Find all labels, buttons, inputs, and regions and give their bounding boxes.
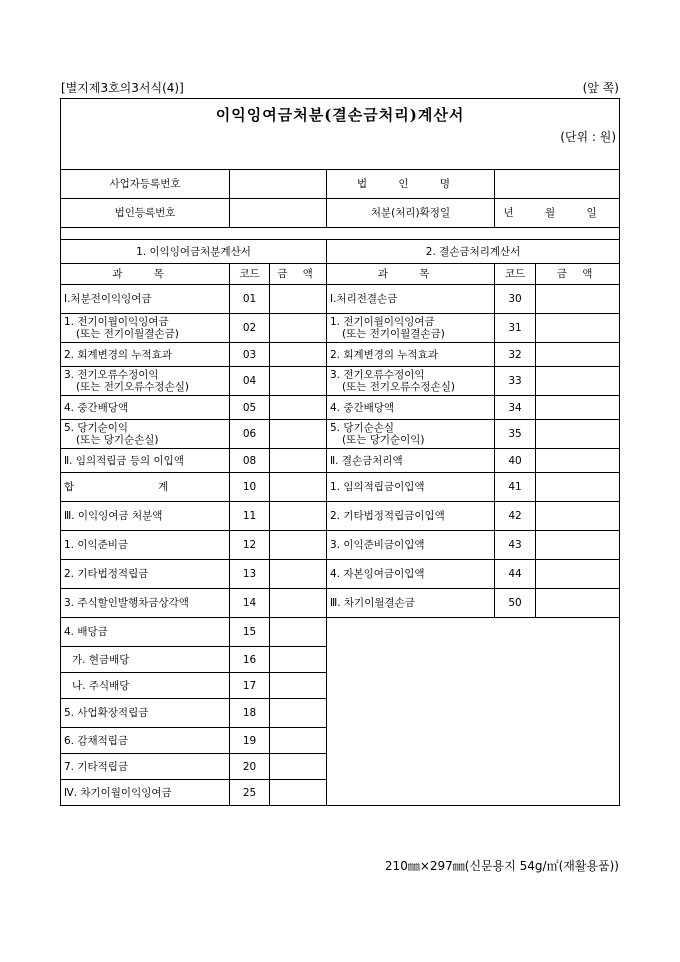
- table-row: [61, 314, 620, 343]
- spacer-row: [61, 228, 620, 240]
- right-amount-field-7[interactable]: [536, 473, 620, 502]
- right-item-4: [327, 396, 495, 420]
- left-item-1: [61, 314, 230, 343]
- left-amount-field-6[interactable]: [270, 449, 327, 473]
- col-amount-right: 금 액: [536, 264, 620, 285]
- page-side: (앞 쪽): [582, 81, 619, 95]
- left-item-13: [61, 647, 230, 673]
- left-item-0: [61, 285, 230, 314]
- corp-reg-field[interactable]: [230, 199, 327, 228]
- left-code-17: 20: [230, 754, 270, 780]
- left-item-sublabel: (또는 전기이월결손금): [76, 328, 179, 340]
- right-amount-field-5[interactable]: [536, 420, 620, 449]
- table-row: [61, 367, 620, 396]
- left-code-14: 17: [230, 673, 270, 699]
- right-amount-field-3[interactable]: [536, 367, 620, 396]
- right-amount-field-9[interactable]: [536, 531, 620, 560]
- right-item-11: [327, 589, 495, 618]
- title-cell: [61, 99, 620, 170]
- left-code-2: 03: [230, 343, 270, 367]
- left-amount-field-18[interactable]: [270, 780, 327, 806]
- right-item-sublabel: (또는 전기이월결손금): [342, 328, 445, 340]
- right-amount-field-8[interactable]: [536, 502, 620, 531]
- left-code-4: 05: [230, 396, 270, 420]
- right-code-5: 35: [495, 420, 536, 449]
- left-amount-field-16[interactable]: [270, 728, 327, 754]
- right-item-2: [327, 343, 495, 367]
- left-amount-field-13[interactable]: [270, 647, 327, 673]
- unit-label: (단위 : 원): [560, 130, 617, 144]
- left-item-label: 6. 감채적립금: [64, 734, 129, 747]
- left-amount-field-8[interactable]: [270, 502, 327, 531]
- left-code-3: 04: [230, 367, 270, 396]
- right-item-label: 4. 중간배당액: [330, 401, 395, 414]
- left-amount-field-17[interactable]: [270, 754, 327, 780]
- right-item-sublabel: (또는 전기오류수정손실): [342, 381, 455, 393]
- col-code-right: 코드: [495, 264, 536, 285]
- left-amount-field-0[interactable]: [270, 285, 327, 314]
- left-amount-field-9[interactable]: [270, 531, 327, 560]
- table-row: [61, 343, 620, 367]
- left-item-label: Ⅱ. 임의적립금 등의 이입액: [64, 454, 184, 467]
- right-amount-field-4[interactable]: [536, 396, 620, 420]
- left-code-8: 11: [230, 502, 270, 531]
- right-code-10: 44: [495, 560, 536, 589]
- left-amount-field-14[interactable]: [270, 673, 327, 699]
- left-item-label: Ⅳ. 차기이월이익잉여금: [64, 786, 172, 799]
- right-amount-field-0[interactable]: [536, 285, 620, 314]
- right-item-0: [327, 285, 495, 314]
- table-row: [61, 285, 620, 314]
- right-amount-field-1[interactable]: [536, 314, 620, 343]
- table-row: [61, 473, 620, 502]
- left-item-label: 5. 당기순이익: [64, 422, 129, 434]
- left-code-10: 13: [230, 560, 270, 589]
- left-amount-field-1[interactable]: [270, 314, 327, 343]
- section-left-title: 1. 이익잉여금처분계산서: [61, 240, 327, 264]
- right-item-label: 4. 자본잉여금이입액: [330, 568, 425, 580]
- left-item-sublabel: (또는 전기오류수정손실): [76, 381, 189, 393]
- right-item-10: [327, 560, 495, 589]
- right-item-label: 2. 회계변경의 누적효과: [330, 348, 438, 361]
- section-right-title: 2. 결손금처리계산서: [327, 240, 620, 264]
- right-amount-field-10[interactable]: [536, 560, 620, 589]
- left-amount-field-15[interactable]: [270, 699, 327, 728]
- left-item-label: 2. 회계변경의 누적효과: [64, 348, 172, 361]
- left-item-4: [61, 396, 230, 420]
- right-code-4: 34: [495, 396, 536, 420]
- left-item-9: [61, 531, 230, 560]
- page-title: 이익잉여금처분(결손금처리)계산서: [215, 106, 465, 124]
- left-code-13: 16: [230, 647, 270, 673]
- right-amount-field-11[interactable]: [536, 589, 620, 618]
- right-item-8: [327, 502, 495, 531]
- left-item-12: [61, 618, 230, 647]
- total-label-right: 계: [158, 481, 169, 493]
- table-row: [61, 449, 620, 473]
- left-item-label: 4. 배당금: [64, 626, 108, 638]
- right-item-9: [327, 531, 495, 560]
- right-code-9: 43: [495, 531, 536, 560]
- left-code-1: 02: [230, 314, 270, 343]
- right-code-6: 40: [495, 449, 536, 473]
- left-item-sublabel: (또는 당기순손실): [76, 434, 159, 446]
- left-amount-field-7[interactable]: [270, 473, 327, 502]
- right-item-label: 3. 전기오류수정이익: [330, 369, 425, 381]
- left-code-18: 25: [230, 780, 270, 806]
- left-code-5: 06: [230, 420, 270, 449]
- form-number: [별지제3호의3서식(4)]: [61, 81, 184, 95]
- right-item-6: [327, 449, 495, 473]
- table-row: [61, 560, 620, 589]
- biz-no-field[interactable]: [230, 170, 327, 199]
- left-amount-field-3[interactable]: [270, 367, 327, 396]
- left-amount-field-11[interactable]: [270, 589, 327, 618]
- left-item-10: [61, 560, 230, 589]
- left-amount-field-2[interactable]: [270, 343, 327, 367]
- left-code-11: 14: [230, 589, 270, 618]
- left-item-label: 5. 사업확장적립금: [64, 707, 149, 719]
- confirm-date-field[interactable]: 년 월 일: [495, 199, 620, 228]
- right-code-8: 42: [495, 502, 536, 531]
- paper-spec: 210㎜×297㎜(신문용지 54g/㎡(재활용품)): [384, 859, 619, 873]
- left-item-label: 3. 전기오류수정이익: [64, 369, 159, 381]
- right-item-1: [327, 314, 495, 343]
- table-row: [61, 502, 620, 531]
- left-item-label: 나. 주식배당: [72, 679, 130, 692]
- corp-name-label: 법 인 명: [327, 170, 495, 199]
- left-item-17: [61, 754, 230, 780]
- left-item-label: 1. 이익준비금: [64, 539, 129, 551]
- left-amount-field-4[interactable]: [270, 396, 327, 420]
- table-row: [61, 531, 620, 560]
- confirm-date-label: 처분(처리)확정일: [327, 199, 495, 228]
- left-item-3: [61, 367, 230, 396]
- table-row: [61, 420, 620, 449]
- left-item-15: [61, 699, 230, 728]
- left-code-6: 08: [230, 449, 270, 473]
- left-item-16: [61, 728, 230, 754]
- right-item-sublabel: (또는 당기순이익): [342, 434, 425, 446]
- right-item-label: 2. 기타법정적립금이입액: [330, 510, 445, 522]
- right-item-label: 3. 이익준비금이입액: [330, 539, 425, 551]
- right-item-7: [327, 473, 495, 502]
- left-amount-field-12[interactable]: [270, 618, 327, 647]
- right-item-label: Ⅲ. 차기이월결손금: [330, 597, 415, 609]
- left-code-0: 01: [230, 285, 270, 314]
- table-row: [61, 618, 620, 647]
- right-code-3: 33: [495, 367, 536, 396]
- left-item-label: 7. 기타적립금: [64, 760, 129, 773]
- right-item-label: Ⅱ. 결손금처리액: [330, 454, 403, 467]
- left-item-label: Ⅲ. 이익잉여금 처분액: [64, 510, 163, 522]
- col-code-left: 코드: [230, 264, 270, 285]
- left-item-label: 1. 전기이월이익잉여금: [64, 316, 169, 328]
- right-item-5: [327, 420, 495, 449]
- right-amount-field-2[interactable]: [536, 343, 620, 367]
- corp-name-field[interactable]: [495, 170, 620, 199]
- right-item-label: Ⅰ.처리전결손금: [330, 293, 398, 305]
- col-amount-left: 금 액: [270, 264, 327, 285]
- right-code-1: 31: [495, 314, 536, 343]
- left-item-label: 3. 주식할인발행차금상각액: [64, 597, 189, 609]
- left-item-18: [61, 780, 230, 806]
- table-row: [61, 396, 620, 420]
- right-code-0: 30: [495, 285, 536, 314]
- left-code-7: 10: [230, 473, 270, 502]
- statement-form: [60, 98, 620, 806]
- left-code-12: 15: [230, 618, 270, 647]
- left-item-6: [61, 449, 230, 473]
- left-item-8: [61, 502, 230, 531]
- left-item-label: 가. 현금배당: [72, 653, 130, 666]
- right-code-11: 50: [495, 589, 536, 618]
- corp-reg-label: 법인등록번호: [61, 199, 230, 228]
- right-empty-area: [327, 618, 620, 806]
- left-amount-field-5[interactable]: [270, 420, 327, 449]
- col-item-left: 과 목: [61, 264, 230, 285]
- left-code-15: 18: [230, 699, 270, 728]
- total-label-left: 합: [64, 481, 75, 493]
- left-item-5: [61, 420, 230, 449]
- right-amount-field-6[interactable]: [536, 449, 620, 473]
- table-row: [61, 589, 620, 618]
- left-item-7: [61, 473, 230, 502]
- right-code-2: 32: [495, 343, 536, 367]
- left-code-16: 19: [230, 728, 270, 754]
- right-item-label: 1. 전기이월이익잉여금: [330, 316, 435, 328]
- left-item-label: 2. 기타법정적립금: [64, 568, 149, 580]
- left-item-11: [61, 589, 230, 618]
- biz-no-label: 사업자등록번호: [61, 170, 230, 199]
- left-item-label: Ⅰ.처분전이익잉여금: [64, 293, 152, 305]
- left-amount-field-10[interactable]: [270, 560, 327, 589]
- left-item-label: 4. 중간배당액: [64, 401, 129, 414]
- left-item-14: [61, 673, 230, 699]
- left-item-2: [61, 343, 230, 367]
- right-item-label: 1. 임의적립금이입액: [330, 481, 425, 493]
- col-item-right: 과 목: [327, 264, 495, 285]
- right-code-7: 41: [495, 473, 536, 502]
- right-item-label: 5. 당기순손실: [330, 422, 395, 434]
- left-code-9: 12: [230, 531, 270, 560]
- right-item-3: [327, 367, 495, 396]
